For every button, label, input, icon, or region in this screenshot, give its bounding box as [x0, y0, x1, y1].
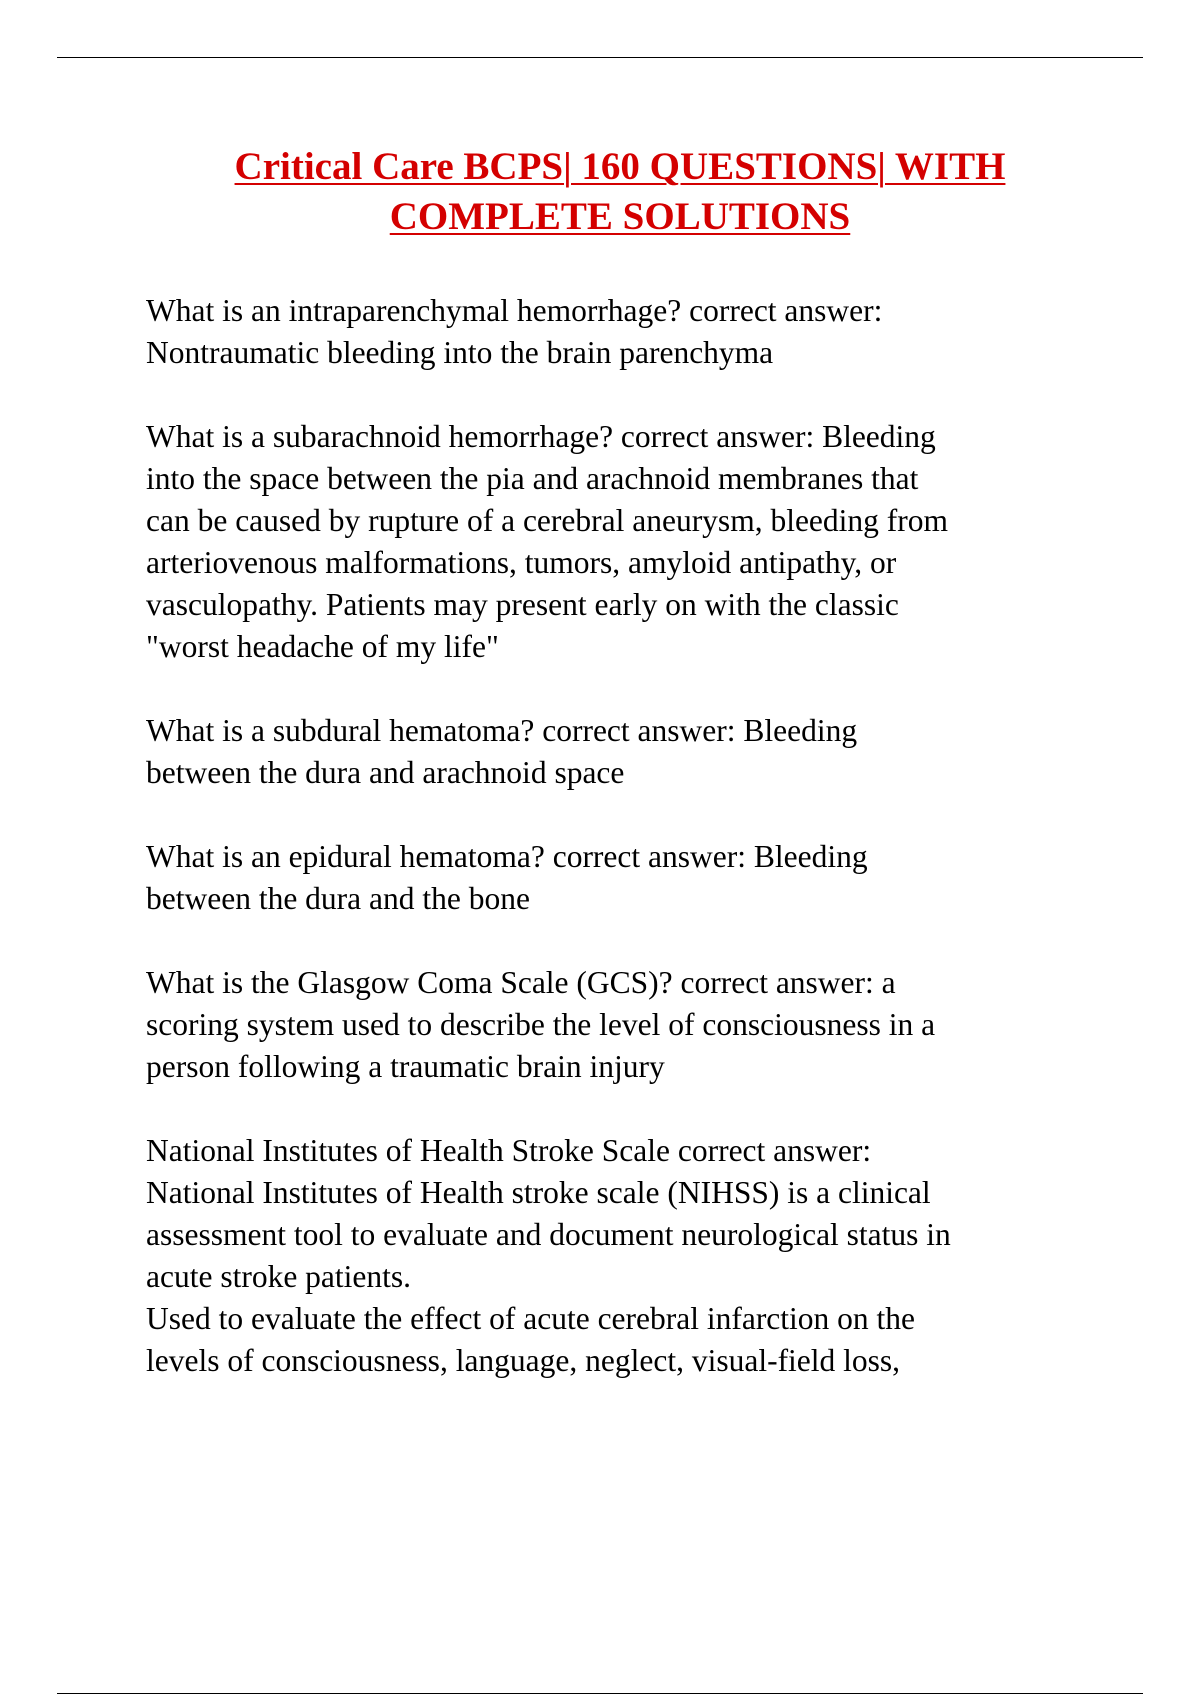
qa-entry-epidural: [146, 836, 1086, 920]
qa-entry-subarachnoid: [146, 416, 1086, 668]
question-list: [146, 290, 1086, 1382]
qa-entry-gcs: [146, 962, 1086, 1088]
document-title-line: COMPLETE SOLUTIONS: [389, 195, 851, 238]
bottom-rule: [57, 1693, 1143, 1694]
qa-line: What is an epidural hematoma? correct answer: Bleeding: [146, 839, 868, 874]
qa-entry-intraparenchymal: [146, 290, 1086, 374]
qa-line: levels of consciousness, language, neglect, visual-field loss,: [146, 1343, 901, 1378]
qa-line: What is a subarachnoid hemorrhage? correct answer: Bleeding: [146, 419, 936, 454]
qa-line: What is an intraparenchymal hemorrhage? correct answer:: [146, 293, 883, 328]
qa-line: arteriovenous malformations, tumors, amyloid antipathy, or: [146, 545, 897, 580]
qa-line: National Institutes of Health stroke scale (NIHSS) is a clinical: [146, 1175, 931, 1210]
qa-line: Used to evaluate the effect of acute cerebral infarction on the: [146, 1301, 916, 1336]
qa-line: What is a subdural hematoma? correct answer: Bleeding: [146, 713, 858, 748]
qa-line: Nontraumatic bleeding into the brain parenchyma: [146, 335, 774, 370]
document-title-line: Critical Care BCPS| 160 QUESTIONS| WITH: [234, 145, 1006, 188]
qa-entry-nihss: [146, 1130, 1086, 1382]
qa-line: acute stroke patients.: [146, 1259, 412, 1294]
qa-line: between the dura and the bone: [146, 881, 530, 916]
document-title: [150, 142, 1090, 242]
qa-line: vasculopathy. Patients may present early on with the classic: [146, 587, 899, 622]
qa-line: person following a traumatic brain injury: [146, 1049, 665, 1084]
qa-line: can be caused by rupture of a cerebral aneurysm, bleeding from: [146, 503, 949, 538]
qa-line: between the dura and arachnoid space: [146, 755, 625, 790]
qa-entry-subdural: [146, 710, 1086, 794]
qa-line: into the space between the pia and arachnoid membranes that: [146, 461, 919, 496]
qa-line: scoring system used to describe the level of consciousness in a: [146, 1007, 936, 1042]
qa-line: assessment tool to evaluate and document neurological status in: [146, 1217, 951, 1252]
qa-line: What is the Glasgow Coma Scale (GCS)? correct answer: a: [146, 965, 896, 1000]
qa-line: "worst headache of my life": [146, 629, 499, 664]
top-rule: [57, 57, 1143, 58]
qa-line: National Institutes of Health Stroke Scale correct answer:: [146, 1133, 872, 1168]
